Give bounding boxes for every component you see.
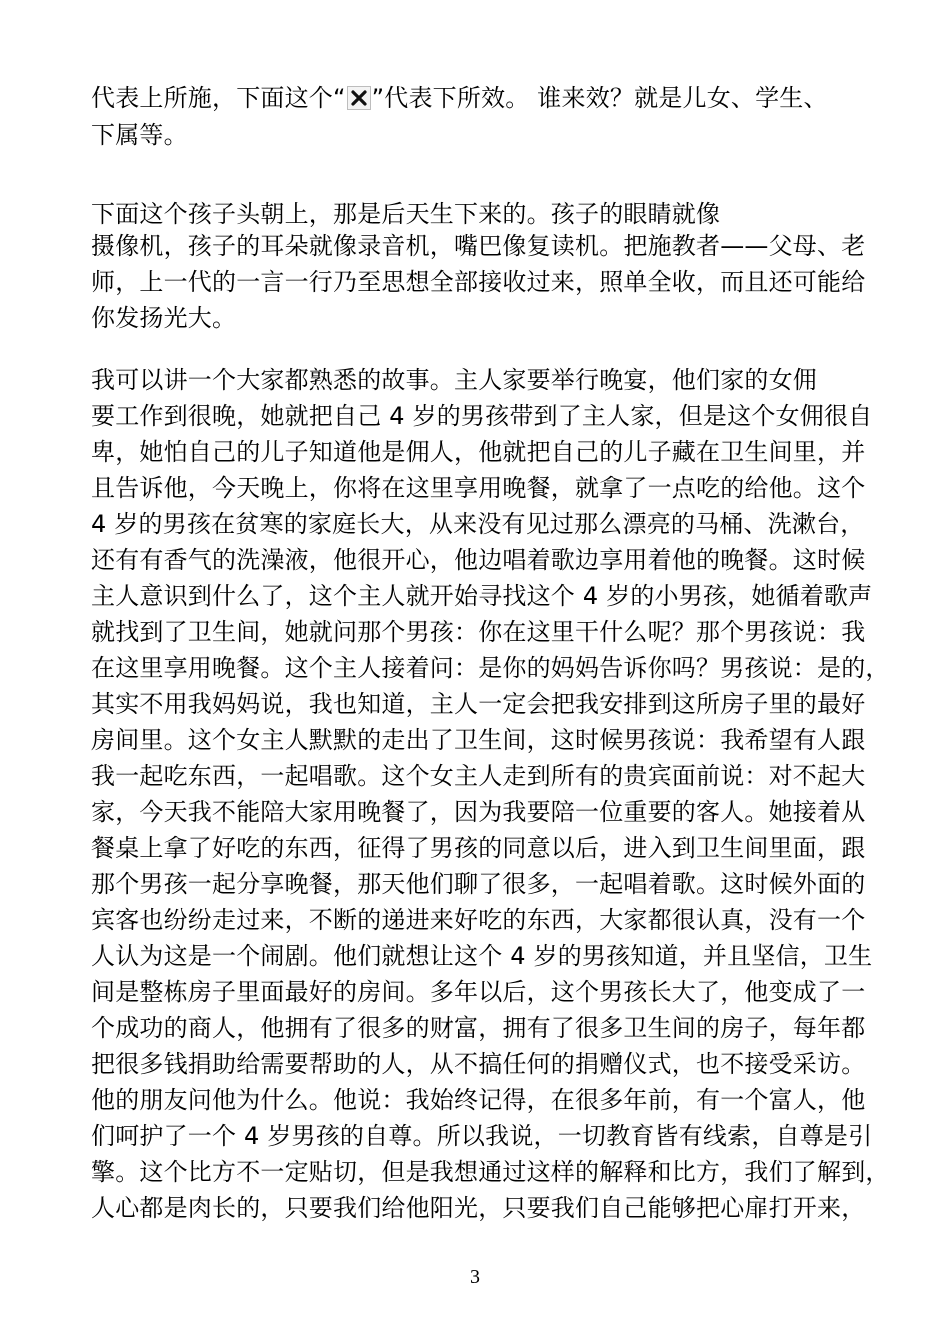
paragraph-3-line: 那个男孩一起分享晚餐，那天他们聊了很多，一起唱着歌。这时候外面的 xyxy=(91,870,866,898)
paragraph-3-line: 卑，她怕自己的儿子知道他是佣人，他就把自己的儿子藏在卫生间里，并 xyxy=(91,438,866,466)
paragraph-3-line: 把很多钱捐助给需要帮助的人，从不搞任何的捐赠仪式，也不接受采访。 xyxy=(91,1050,866,1078)
paragraph-3-line: 人心都是肉长的，只要我们给他阳光，只要我们自己能够把心扉打开来， xyxy=(91,1194,866,1222)
paragraph-3-line: 他的朋友问他为什么。他说：我始终记得，在很多年前，有一个富人，他 xyxy=(91,1086,866,1114)
paragraph-1-line-2: 下属等。 xyxy=(91,121,188,149)
paragraph-3-line: 其实不用我妈妈说，我也知道，主人一定会把我安排到这所房子里的最好 xyxy=(91,690,866,718)
paragraph-3-line: 要工作到很晚，她就把自己 4 岁的男孩带到了主人家，但是这个女佣很自 xyxy=(91,402,873,430)
paragraph-3-line: 餐桌上拿了好吃的东西，征得了男孩的同意以后，进入到卫生间里面，跟 xyxy=(91,834,866,862)
paragraph-3-line: 们呵护了一个 4 岁男孩的自尊。所以我说，一切教育皆有线索，自尊是引 xyxy=(91,1122,873,1150)
paragraph-1-text-after-icon: ”代表下所效。 谁来效？就是儿女、学生、 xyxy=(371,84,828,112)
paragraph-3-line: 间是整栋房子里面最好的房间。多年以后，这个男孩长大了，他变成了一 xyxy=(91,978,866,1006)
broken-image-x-icon xyxy=(347,86,371,110)
page-number: 3 xyxy=(470,1266,480,1288)
paragraph-2-line: 师，上一代的一言一行乃至思想全部接收过来，照单全收，而且还可能给 xyxy=(91,268,866,296)
paragraph-3-line: 擎。这个比方不一定贴切，但是我想通过这样的解释和比方，我们了解到， xyxy=(91,1158,890,1186)
paragraph-3-line: 且告诉他，今天晚上，你将在这里享用晚餐，就拿了一点吃的给他。这个 xyxy=(91,474,866,502)
paragraph-1-text-before-icon: 代表上所施，下面这个“ xyxy=(91,84,346,112)
paragraph-3-line: 人认为这是一个闹剧。他们就想让这个 4 岁的男孩知道，并且坚信，卫生 xyxy=(91,942,873,970)
paragraph-3-line: 主人意识到什么了，这个主人就开始寻找这个 4 岁的小男孩，她循着歌声 xyxy=(91,582,873,610)
paragraph-2-line: 摄像机，孩子的耳朵就像录音机，嘴巴像复读机。把施教者——父母、老 xyxy=(91,232,866,260)
paragraph-3-line: 个成功的商人，他拥有了很多的财富，拥有了很多卫生间的房子，每年都 xyxy=(91,1014,866,1042)
paragraph-1-line-1 xyxy=(91,80,828,116)
paragraph-3-line: 家，今天我不能陪大家用晚餐了，因为我要陪一位重要的客人。她接着从 xyxy=(91,798,866,826)
paragraph-3-line: 就找到了卫生间，她就问那个男孩：你在这里干什么呢？那个男孩说：我 xyxy=(91,618,866,646)
paragraph-2-line: 你发扬光大。 xyxy=(91,304,237,332)
paragraph-3-line: 宾客也纷纷走过来，不断的递进来好吃的东西，大家都很认真，没有一个 xyxy=(91,906,866,934)
paragraph-3-line: 我一起吃东西，一起唱歌。这个女主人走到所有的贵宾面前说：对不起大 xyxy=(91,762,866,790)
paragraph-3-line: 4 岁的男孩在贫寒的家庭长大，从来没有见过那么漂亮的马桶、洗漱台， xyxy=(91,510,865,538)
paragraph-3-line: 还有有香气的洗澡液，他很开心，他边唱着歌边享用着他的晚餐。这时候 xyxy=(91,546,866,574)
paragraph-3-line: 我可以讲一个大家都熟悉的故事。主人家要举行晚宴，他们家的女佣 xyxy=(91,366,817,394)
paragraph-3-line: 房间里。这个女主人默默的走出了卫生间，这时候男孩说：我希望有人跟 xyxy=(91,726,866,754)
paragraph-3-line: 在这里享用晚餐。这个主人接着问：是你的妈妈告诉你吗？男孩说：是的， xyxy=(91,654,890,682)
paragraph-2-line: 下面这个孩子头朝上，那是后天生下来的。孩子的眼睛就像 xyxy=(91,200,721,228)
